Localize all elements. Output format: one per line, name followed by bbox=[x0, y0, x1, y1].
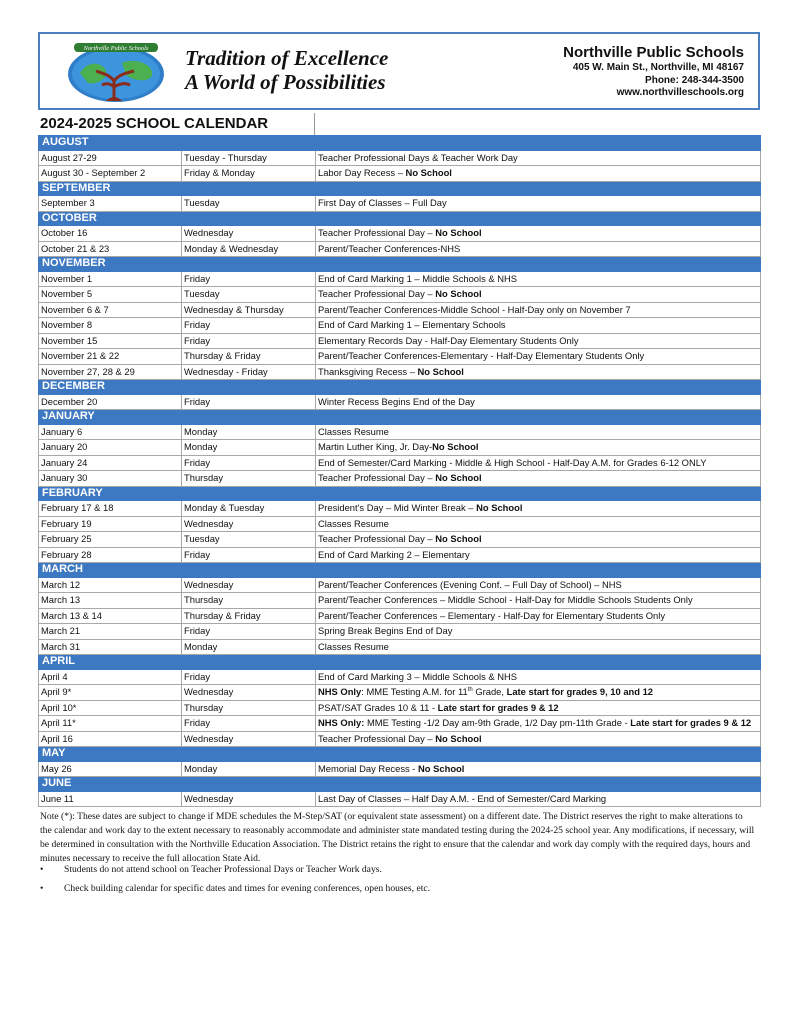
event-text: Parent/Teacher Conferences-NHS bbox=[318, 242, 461, 254]
event-row bbox=[39, 471, 761, 487]
event-text: End of Card Marking 3 – Middle Schools & NHS bbox=[318, 670, 518, 682]
month-header bbox=[39, 563, 761, 578]
event-text: Teacher Professional Day – bbox=[318, 472, 436, 484]
event-date: November 5 bbox=[39, 287, 182, 303]
event-row bbox=[39, 761, 761, 777]
event-description bbox=[316, 349, 761, 365]
event-text: Spring Break Begins End of Day bbox=[318, 625, 453, 637]
event-description bbox=[316, 501, 761, 517]
event-row bbox=[39, 501, 761, 517]
month-header bbox=[39, 380, 761, 395]
event-row bbox=[39, 532, 761, 548]
event-text: End of Card Marking 2 – Elementary bbox=[318, 548, 470, 560]
month-label: AUGUST bbox=[39, 136, 761, 151]
event-description bbox=[316, 271, 761, 287]
event-row bbox=[39, 639, 761, 655]
event-date: March 13 & 14 bbox=[39, 608, 182, 624]
event-row bbox=[39, 333, 761, 349]
event-description bbox=[316, 639, 761, 655]
event-date: February 19 bbox=[39, 516, 182, 532]
bold-note: No School bbox=[417, 365, 464, 377]
event-weekday: Wednesday bbox=[182, 577, 316, 593]
event-row bbox=[39, 791, 761, 807]
month-label: APRIL bbox=[39, 655, 761, 670]
event-description bbox=[316, 577, 761, 593]
event-row bbox=[39, 577, 761, 593]
event-row bbox=[39, 455, 761, 471]
event-weekday: Monday bbox=[182, 761, 316, 777]
month-header bbox=[39, 136, 761, 151]
event-text: Classes Resume bbox=[318, 517, 389, 529]
month-label: MARCH bbox=[39, 563, 761, 578]
event-weekday: Thursday bbox=[182, 593, 316, 609]
event-description bbox=[316, 455, 761, 471]
event-weekday: Monday bbox=[182, 424, 316, 440]
bold-note: No School bbox=[435, 533, 482, 545]
event-weekday: Thursday & Friday bbox=[182, 349, 316, 365]
event-date: June 11 bbox=[39, 791, 182, 807]
event-text: Last Day of Classes – Half Day A.M. - End of Semester/Card Marking bbox=[318, 792, 607, 804]
event-row bbox=[39, 318, 761, 334]
bold-note: No School bbox=[435, 288, 482, 300]
bold-note: No School bbox=[435, 732, 482, 744]
letterhead bbox=[38, 32, 760, 110]
event-row bbox=[39, 241, 761, 257]
event-description bbox=[316, 791, 761, 807]
event-description bbox=[316, 302, 761, 318]
event-date: March 12 bbox=[39, 577, 182, 593]
event-date: February 25 bbox=[39, 532, 182, 548]
event-text: Thanksgiving Recess – bbox=[318, 365, 418, 377]
month-label: NOVEMBER bbox=[39, 257, 761, 272]
event-weekday: Thursday bbox=[182, 471, 316, 487]
event-row bbox=[39, 716, 761, 732]
month-label: SEPTEMBER bbox=[39, 181, 761, 196]
event-row bbox=[39, 364, 761, 380]
event-date: November 27, 28 & 29 bbox=[39, 364, 182, 380]
event-date: November 1 bbox=[39, 271, 182, 287]
event-description bbox=[316, 333, 761, 349]
event-description bbox=[316, 196, 761, 212]
district-contact bbox=[563, 44, 744, 100]
month-header bbox=[39, 211, 761, 226]
event-row bbox=[39, 669, 761, 685]
bullet-text: Students do not attend school on Teacher Professional Days or Teacher Work days. bbox=[64, 864, 382, 875]
event-row bbox=[39, 349, 761, 365]
tagline-line-1: Tradition of Excellence bbox=[185, 46, 389, 70]
event-weekday: Friday bbox=[182, 716, 316, 732]
event-description bbox=[316, 608, 761, 624]
event-date: January 30 bbox=[39, 471, 182, 487]
event-date: February 28 bbox=[39, 547, 182, 563]
event-date: May 26 bbox=[39, 761, 182, 777]
bold-note: Late start for grades 9 & 12 bbox=[630, 717, 752, 729]
event-text: Labor Day Recess – bbox=[318, 167, 406, 179]
event-description bbox=[316, 226, 761, 242]
event-description bbox=[316, 593, 761, 609]
event-weekday: Thursday bbox=[182, 700, 316, 716]
event-weekday: Friday bbox=[182, 271, 316, 287]
event-weekday: Tuesday bbox=[182, 532, 316, 548]
month-label: FEBRUARY bbox=[39, 486, 761, 501]
footnote: Note (*): These dates are subject to change if MDE schedules the M-Step/SAT (or equivalent state assessment) on a different date. The District reserves the right to make alterations to the calendar and work day to the extent necessary to reasonably accommodate and administer state mandated testing during the 2024-25 school year. Any modifications, if necessary, will be determined in consultation with the Northville Education Association. The District retains the right to ensure that the calendar and work day comply with the required days, hours and minutes necessary to receive the full allocation State Aid. bbox=[40, 811, 755, 864]
event-date: January 24 bbox=[39, 455, 182, 471]
month-label: DECEMBER bbox=[39, 380, 761, 395]
tagline bbox=[185, 46, 388, 94]
month-header bbox=[39, 777, 761, 792]
event-description bbox=[316, 716, 761, 732]
event-date: April 4 bbox=[39, 669, 182, 685]
event-description bbox=[316, 166, 761, 182]
event-text: Martin Luther King, Jr. Day- bbox=[318, 441, 433, 453]
event-date: April 11* bbox=[39, 716, 182, 732]
event-description bbox=[316, 150, 761, 166]
event-weekday: Wednesday bbox=[182, 791, 316, 807]
district-address: 405 W. Main St., Northville, MI 48167 bbox=[572, 62, 744, 73]
event-description bbox=[316, 547, 761, 563]
event-date: March 31 bbox=[39, 639, 182, 655]
event-date: January 6 bbox=[39, 424, 182, 440]
event-row bbox=[39, 271, 761, 287]
event-weekday: Tuesday - Thursday bbox=[182, 150, 316, 166]
event-date: February 17 & 18 bbox=[39, 501, 182, 517]
event-weekday: Friday bbox=[182, 547, 316, 563]
event-text: Parent/Teacher Conferences – Middle School - Half-Day for Middle Schools Students Only bbox=[318, 594, 693, 606]
title-divider bbox=[314, 113, 315, 135]
event-text: Classes Resume bbox=[318, 425, 389, 437]
event-description bbox=[316, 424, 761, 440]
event-text: President's Day – Mid Winter Break – bbox=[318, 502, 477, 514]
event-date: April 16 bbox=[39, 731, 182, 747]
event-weekday: Wednesday bbox=[182, 226, 316, 242]
event-description bbox=[316, 516, 761, 532]
month-label: OCTOBER bbox=[39, 211, 761, 226]
month-header bbox=[39, 181, 761, 196]
event-text: Teacher Professional Day – bbox=[318, 288, 436, 300]
event-row bbox=[39, 196, 761, 212]
event-row bbox=[39, 731, 761, 747]
event-row bbox=[39, 440, 761, 456]
event-date: September 3 bbox=[39, 196, 182, 212]
event-row bbox=[39, 593, 761, 609]
bullet-dot: • bbox=[40, 864, 44, 875]
event-date: March 13 bbox=[39, 593, 182, 609]
event-text: Parent/Teacher Conferences – Elementary - Half-Day for Elementary Students Only bbox=[318, 609, 666, 621]
event-row bbox=[39, 700, 761, 716]
bold-note: No School bbox=[476, 502, 523, 514]
event-weekday: Tuesday bbox=[182, 287, 316, 303]
event-weekday: Tuesday bbox=[182, 196, 316, 212]
event-date: October 21 & 23 bbox=[39, 241, 182, 257]
event-date: March 21 bbox=[39, 624, 182, 640]
event-text: End of Card Marking 1 – Middle Schools & NHS bbox=[318, 272, 518, 284]
event-description bbox=[316, 287, 761, 303]
bold-note: No School bbox=[405, 167, 452, 179]
event-row bbox=[39, 394, 761, 410]
event-description bbox=[316, 471, 761, 487]
month-label: JUNE bbox=[39, 777, 761, 792]
event-weekday: Friday bbox=[182, 455, 316, 471]
month-header bbox=[39, 747, 761, 762]
event-description bbox=[316, 440, 761, 456]
event-text: Memorial Day Recess - bbox=[318, 762, 419, 774]
event-weekday: Monday bbox=[182, 440, 316, 456]
event-row bbox=[39, 150, 761, 166]
bold-note: No School bbox=[435, 472, 482, 484]
event-row bbox=[39, 226, 761, 242]
event-text: : MME Testing A.M. for 11 bbox=[361, 686, 468, 698]
event-row bbox=[39, 685, 761, 701]
bold-note: No School bbox=[435, 227, 482, 239]
district-phone: Phone: 248-344-3500 bbox=[645, 74, 744, 86]
calendar-table bbox=[38, 135, 761, 807]
bold-note: Late start for grades 9, 10 and 12 bbox=[506, 686, 654, 698]
logo-text: Northville Public Schools bbox=[83, 45, 149, 52]
event-text: End of Card Marking 1 – Elementary Schools bbox=[318, 319, 506, 331]
bold-note: No School bbox=[418, 762, 465, 774]
event-row bbox=[39, 424, 761, 440]
event-weekday: Friday bbox=[182, 624, 316, 640]
calendar-title-row bbox=[38, 113, 760, 135]
event-date: August 27-29 bbox=[39, 150, 182, 166]
event-description bbox=[316, 685, 761, 701]
event-text: Classes Resume bbox=[318, 640, 389, 652]
event-row bbox=[39, 302, 761, 318]
event-date: April 10* bbox=[39, 700, 182, 716]
event-weekday: Monday bbox=[182, 639, 316, 655]
event-row bbox=[39, 624, 761, 640]
event-row bbox=[39, 287, 761, 303]
event-text: First Day of Classes – Full Day bbox=[318, 197, 447, 209]
event-date: November 8 bbox=[39, 318, 182, 334]
district-logo bbox=[66, 41, 166, 103]
district-website[interactable]: www.northvilleschools.org bbox=[616, 87, 744, 98]
event-weekday: Monday & Tuesday bbox=[182, 501, 316, 517]
month-header bbox=[39, 655, 761, 670]
event-text: Parent/Teacher Conferences-Elementary - Half-Day Elementary Students Only bbox=[318, 350, 645, 362]
event-text: Teacher Professional Day – bbox=[318, 533, 436, 545]
event-description bbox=[316, 669, 761, 685]
event-weekday: Friday bbox=[182, 318, 316, 334]
event-text: Grade, bbox=[472, 686, 507, 698]
event-weekday: Wednesday bbox=[182, 685, 316, 701]
event-description bbox=[316, 761, 761, 777]
event-date: November 21 & 22 bbox=[39, 349, 182, 365]
event-description bbox=[316, 394, 761, 410]
event-date: November 15 bbox=[39, 333, 182, 349]
event-description bbox=[316, 624, 761, 640]
event-description bbox=[316, 532, 761, 548]
event-row bbox=[39, 516, 761, 532]
event-weekday: Wednesday bbox=[182, 516, 316, 532]
event-weekday: Friday bbox=[182, 669, 316, 685]
event-row bbox=[39, 608, 761, 624]
bullet-list bbox=[40, 863, 756, 901]
bold-prefix: NHS Only: bbox=[318, 717, 365, 729]
event-row bbox=[39, 547, 761, 563]
month-header bbox=[39, 257, 761, 272]
event-text: Winter Recess Begins End of the Day bbox=[318, 395, 475, 407]
event-date: April 9* bbox=[39, 685, 182, 701]
event-description bbox=[316, 731, 761, 747]
event-text: Teacher Professional Day – bbox=[318, 732, 436, 744]
event-date: December 20 bbox=[39, 394, 182, 410]
event-date: August 30 - September 2 bbox=[39, 166, 182, 182]
tagline-line-2: A World of Possibilities bbox=[185, 70, 386, 94]
month-label: MAY bbox=[39, 747, 761, 762]
bullet-text: Check building calendar for specific dates and times for evening conferences, open houses, etc. bbox=[64, 883, 431, 894]
event-description bbox=[316, 700, 761, 716]
event-text: Elementary Records Day - Half-Day Elementary Students Only bbox=[318, 334, 579, 346]
event-text: MME Testing -1/2 Day am-9th Grade, 1/2 Day pm-11th Grade - bbox=[364, 717, 631, 729]
bold-prefix: NHS Only bbox=[318, 686, 362, 698]
bullet-item bbox=[40, 882, 756, 896]
event-description bbox=[316, 241, 761, 257]
event-weekday: Wednesday bbox=[182, 731, 316, 747]
bullet-dot: • bbox=[40, 883, 44, 894]
event-text: End of Semester/Card Marking - Middle & High School - Half-Day A.M. for Grades 6-12 ONLY bbox=[318, 456, 707, 468]
event-weekday: Monday & Wednesday bbox=[182, 241, 316, 257]
event-weekday: Thursday & Friday bbox=[182, 608, 316, 624]
event-weekday: Friday bbox=[182, 394, 316, 410]
event-weekday: Friday & Monday bbox=[182, 166, 316, 182]
event-weekday: Wednesday & Thursday bbox=[182, 302, 316, 318]
bold-note: No School bbox=[432, 441, 479, 453]
event-date: January 20 bbox=[39, 440, 182, 456]
event-text: Teacher Professional Day – bbox=[318, 227, 436, 239]
month-header bbox=[39, 410, 761, 425]
superscript: th bbox=[467, 687, 473, 694]
district-name: Northville Public Schools bbox=[563, 44, 744, 61]
event-date: November 6 & 7 bbox=[39, 302, 182, 318]
bold-note: Late start for grades 9 & 12 bbox=[437, 701, 559, 713]
event-description bbox=[316, 364, 761, 380]
bullet-item bbox=[40, 863, 756, 877]
calendar-title: 2024-2025 SCHOOL CALENDAR bbox=[40, 115, 269, 132]
month-label: JANUARY bbox=[39, 410, 761, 425]
event-description bbox=[316, 318, 761, 334]
event-weekday: Friday bbox=[182, 333, 316, 349]
event-row bbox=[39, 166, 761, 182]
event-text: Parent/Teacher Conferences (Evening Conf. – Full Day of School) – NHS bbox=[318, 578, 622, 590]
event-text: Teacher Professional Days & Teacher Work Day bbox=[318, 151, 518, 163]
event-text: PSAT/SAT Grades 10 & 11 - bbox=[318, 701, 438, 713]
event-date: October 16 bbox=[39, 226, 182, 242]
event-text: Parent/Teacher Conferences-Middle School - Half-Day only on November 7 bbox=[318, 303, 631, 315]
month-header bbox=[39, 486, 761, 501]
event-weekday: Wednesday - Friday bbox=[182, 364, 316, 380]
